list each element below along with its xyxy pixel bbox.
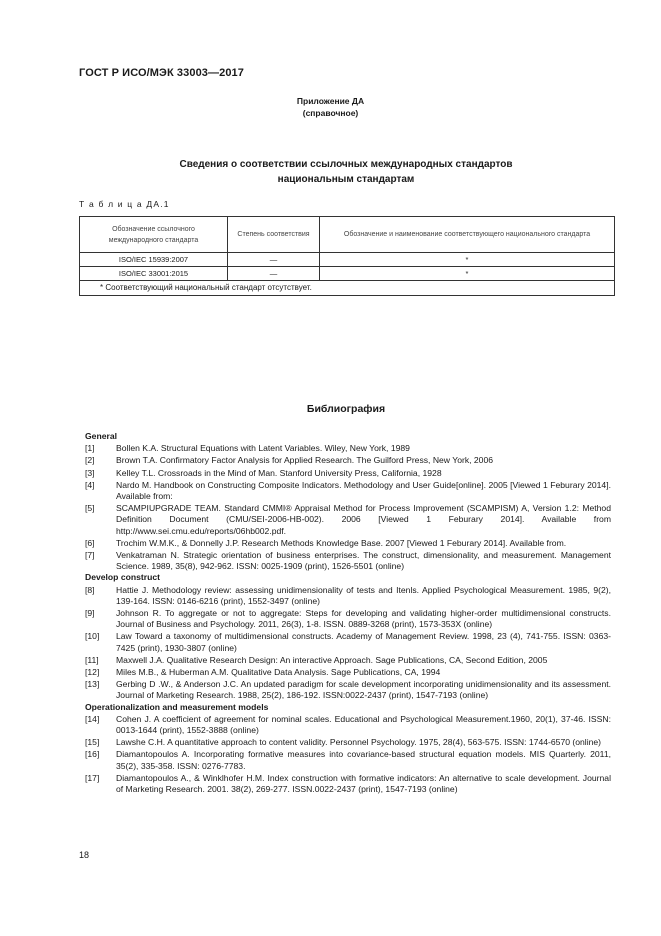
bibliography-entry-number: [15] — [85, 737, 100, 748]
bibliography-entry-text: Nardo M. Handbook on Constructing Composite Indicators. Methodology and User Guide[online]. 2005 [Viewed 1 Feburary 2014]. Available from: — [116, 479, 611, 502]
bibliography-section-heading: Operationalization and measurement models — [85, 701, 269, 712]
table-header-row — [80, 217, 615, 253]
bibliography-entry — [85, 749, 611, 771]
bibliography-section-heading: Develop construct — [85, 572, 160, 583]
bibliography-entry — [85, 455, 611, 466]
bibliography-entry-text: Diamantopoulos A., & Winklhofer H.M. Index construction with formative indicators: An alternative to scale development. Journal of Marketing Research. 2001. 38(2), 269-277. ISSN.0022-2437 (print), 1547-7193 (online) — [116, 772, 611, 795]
bibliography-entry-number: [5] — [85, 503, 95, 514]
bibliography-entry-text: Gerbing D .W., & Anderson J.C. An updated paradigm for scale development incorporating unidimensionality and its assessment. Journal of Marketing Research. 1988, 25(2), 186-192. ISSN:0022-2437 (print), 1547-7193 (online) — [116, 679, 611, 701]
bibliography-entry-number: [14] — [85, 713, 100, 724]
bibliography-entry-number: [7] — [85, 550, 95, 561]
bibliography-entry-number: [8] — [85, 584, 95, 595]
bibliography-entry-number: [16] — [85, 749, 100, 760]
correspondence-table — [79, 216, 615, 296]
bibliography-entry-text: Law Toward a taxonomy of multidimensional constructs. Academy of Management Review. 1998, 23 (4), 741-755. ISSN: 0363-7425 (print), 1930-3807 (online) — [116, 631, 611, 653]
standard-header: ГОСТ Р ИСО/МЭК 33003—2017 — [79, 67, 244, 79]
bibliography-entry-number: [4] — [85, 479, 95, 490]
bibliography-entry — [85, 737, 611, 748]
bibliography-entry — [85, 631, 611, 653]
bibliography-entry — [85, 503, 611, 537]
page-number: 18 — [79, 850, 90, 860]
bibliography-entry-number: [9] — [85, 608, 95, 619]
bibliography-entry — [85, 585, 611, 607]
table-row — [80, 253, 615, 267]
annex-subtitle: (справочное) — [302, 108, 359, 118]
table-cell: ISO/IEC 15939:2007 — [80, 253, 228, 267]
table-cell: — — [228, 253, 320, 267]
bibliography-entry — [85, 538, 611, 549]
bibliography-entry-text: Kelley T.L. Crossroads in the Mind of Man. Stanford University Press, California, 1928 — [116, 467, 442, 478]
bibliography-entry-text: Hattie J. Methodology review: assessing unidimensionality of tests and Itenls. Applied Psychological Measurement. 1985, 9(2), 139-164. ISSN: 0146-6216 (print), 1552-3497 (online) — [116, 584, 611, 606]
table-cell: * — [320, 267, 615, 281]
bibliography-entry — [85, 773, 611, 795]
bibliography-entry-text: Venkatraman N. Strategic orientation of business enterprises. The construct, dimensionality, and measurement. Management Science. 1989, 35(8), 942-962. ISSN: 0025-1909 (print), 1526-5501 (online) — [116, 550, 611, 572]
bibliography-entry-number: [6] — [85, 537, 95, 548]
table-cell: — — [228, 267, 320, 281]
bibliography-entry-text: Maxwell J.A. Qualitative Research Design: An interactive Approach. Sage Publications, CA, Second Edition, 2005 — [116, 654, 548, 665]
bibliography-entry — [85, 468, 611, 479]
annex-title: Приложение ДА — [296, 96, 365, 106]
bibliography-entry — [85, 655, 611, 666]
bibliography-entry-text: Lawshe C.H. A quantitative approach to content validity. Personnel Psychology. 1975, 28(4), 563-575. ISSN: 1744-6570 (online) — [116, 737, 602, 748]
bibliography-entry-number: [11] — [85, 654, 99, 665]
bibliography-entry-number: [2] — [85, 455, 95, 466]
bibliography-entry — [85, 714, 611, 736]
bibliography-entry — [85, 608, 611, 630]
bibliography-entry-number: [12] — [85, 667, 100, 678]
bibliography-entry-text: Miles M.B., & Huberman A.M. Qualitative Data Analysis. Sage Publications, CA, 1994 — [116, 667, 441, 678]
table-header-cell: Обозначение ссылочного международного стандарта — [80, 217, 228, 253]
correspondence-title-line2: национальным стандартам — [277, 174, 415, 185]
bibliography-entry-number: [17] — [85, 772, 100, 783]
bibliography-entry — [85, 550, 611, 572]
correspondence-title-line1: Сведения о соответствии ссылочных международных стандартов — [179, 159, 513, 170]
bibliography-entry — [85, 480, 611, 502]
table-caption: Т а б л и ц а ДА.1 — [79, 199, 170, 209]
bibliography-list — [85, 431, 611, 795]
bibliography-entry-number: [13] — [85, 679, 100, 690]
table-note-row — [80, 281, 615, 296]
bibliography-entry — [85, 443, 611, 454]
bibliography-entry-text: Diamantopoulos A. Incorporating formative measures into covariance-based structural equation models. MIS Quarterly. 2011, 35(2), 335-358. ISSN: 0276-7783. — [116, 749, 611, 771]
table-row — [80, 267, 615, 281]
bibliography-entry-number: [1] — [85, 443, 95, 454]
bibliography-entry-number: [3] — [85, 467, 95, 478]
bibliography-entry-text: Bollen K.A. Structural Equations with Latent Variables. Wiley, New York, 1989 — [116, 443, 410, 454]
bibliography-entry-text: SCAMPIUPGRADE TEAM. Standard CMMI® Appraisal Method for Process Improvement (SCAMPISM) A, Version 1.2: Method Definition Document (CMU/SEI-2006-HB-002). 2006 [Viewed 1 Feburary 2014]. Available from http://www.sei.cmu.edu/reports/06hb002.pdf. — [116, 503, 611, 536]
table-header-cell: Обозначение и наименование соответствующего национального стандарта — [320, 217, 615, 253]
table-header-cell: Степень соответствия — [228, 217, 320, 253]
bibliography-entry — [85, 667, 611, 678]
table-note: * Соответствующий национальный стандарт отсутствует. — [80, 281, 615, 296]
bibliography-section-heading: General — [85, 431, 118, 441]
bibliography-entry-text: Brown T.A. Confirmatory Factor Analysis for Applied Research. The Guilford Press, New York, 2006 — [116, 455, 494, 466]
table-cell: * — [320, 253, 615, 267]
bibliography-entry-text: Trochim W.M.K., & Donnelly J.P. Research Methods Knowledge Base. 2007 [Viewed 1 Feburary 2014]. Available from. — [116, 537, 567, 548]
bibliography-entry — [85, 679, 611, 701]
bibliography-entry-text: Cohen J. A coefficient of agreement for nominal scales. Educational and Psychological Measurement.1960, 20(1), 37-46. ISSN: 0013-1644 (print), 1552-3888 (online) — [116, 713, 611, 736]
bibliography-title: Библиография — [306, 403, 386, 415]
bibliography-entry-number: [10] — [85, 631, 100, 642]
bibliography-entry-text: Johnson R. To aggregate or not to aggregate: Steps for developing and validating higher-order multidimensional constructs. Journal of Business and Psychology. 2011, 26(3), 1-8. ISSN. 0889-3268 (print), 1573-353X (online) — [116, 608, 611, 630]
correspondence-title — [0, 157, 661, 187]
table-cell: ISO/IEC 33001:2015 — [80, 267, 228, 281]
